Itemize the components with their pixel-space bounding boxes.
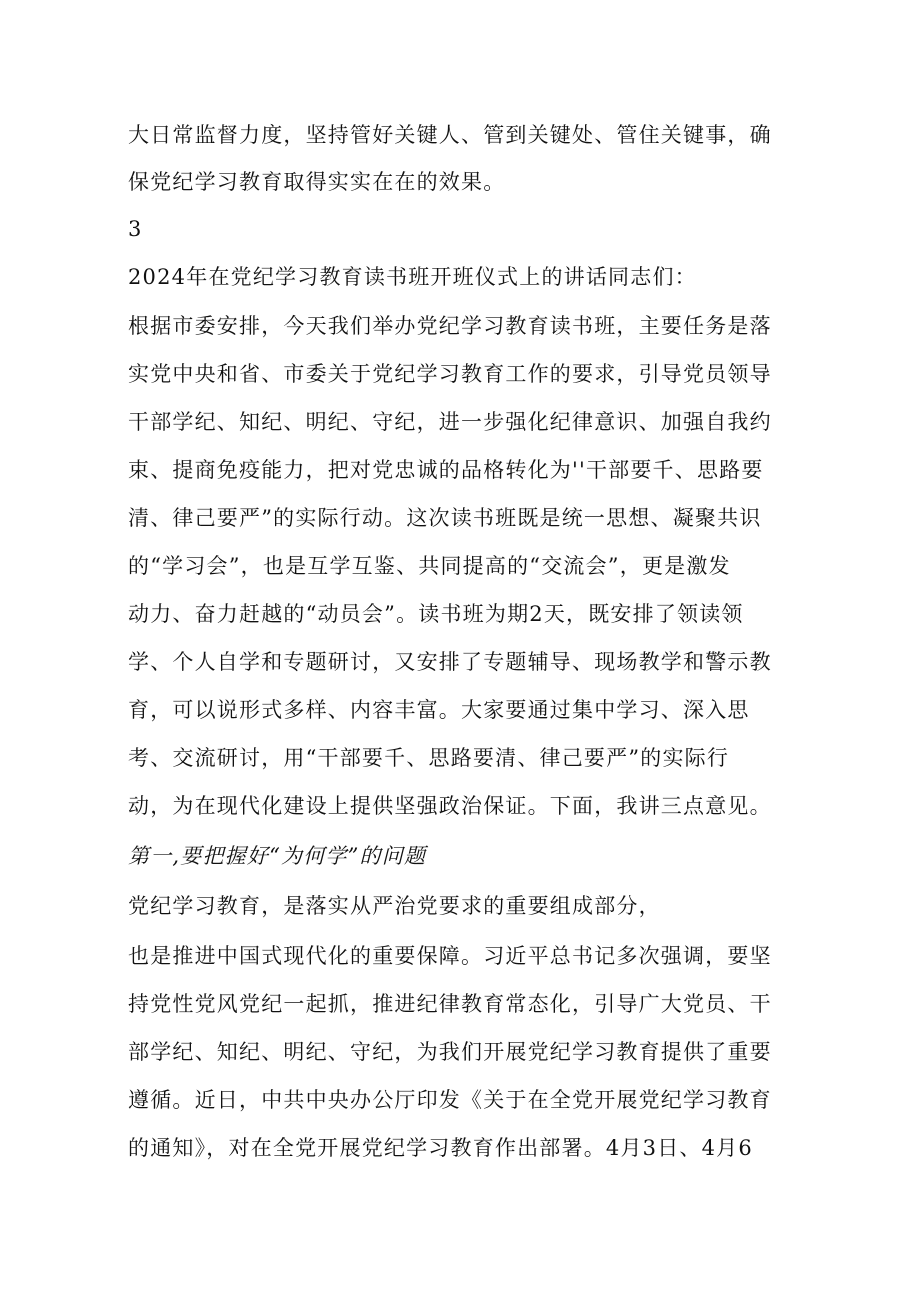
text-line: 实党中央和省、市委关于党纪学习教育工作的要求，引导党员领导 <box>128 362 772 386</box>
text-line: 遵循。近日，中共中央办公厅印发《关于在全党开展党纪学习教育 <box>128 1088 772 1112</box>
text-line: 动，为在现代化建设上提供坚强政治保证。下面，我讲三点意见。 <box>128 794 772 818</box>
text-line: 保党纪学习教育取得实实在在的效果。 <box>128 170 506 194</box>
text-line: 考、交流研讨，用“干部要千、思路要清、律己要严”的实际行 <box>128 746 730 770</box>
text-line: 清、律己要严”的实际行动。这次读书班既是统一思想、凝聚共识 <box>128 506 762 530</box>
text-line: 学、个人自学和专题研讨，又安排了专题辅导、现场教学和警示教 <box>128 650 772 674</box>
text-line: 持党性党风党纪一起抓，推进纪律教育常态化，引导广大党员、干 <box>128 992 772 1016</box>
text-line: 育，可以说形式多样、内容丰富。大家要通过集中学习、深入思 <box>128 698 750 722</box>
text-line: 的通知》，对在全党开展党纪学习教育作出部署。4月3日、4月6 <box>128 1136 753 1160</box>
text-line: 束、提商免疫能力，把对党忠诚的品格转化为''干部要千、思路要 <box>128 458 764 482</box>
text-line: 干部学纪、知纪、明纪、守纪，进一步强化纪律意识、加强自我约 <box>128 410 772 434</box>
text-line: 部学纪、知纪、明纪、守纪，为我们开展党纪学习教育提供了重要 <box>128 1040 772 1064</box>
text-line: 动力、奋力赶越的“动员会”。读书班为期2天，既安排了领读领 <box>128 602 744 626</box>
text-line: 大日常监督力度，坚持管好关键人、管到关键处、管住关键事，确 <box>128 123 772 147</box>
speech-title: 2024年在党纪学习教育读书班开班仪式上的讲话同志们： <box>128 265 697 289</box>
page-number: 3 <box>128 217 143 241</box>
text-line: 根据市委安排，今天我们举办党纪学习教育读书班，主要任务是落 <box>128 314 772 338</box>
section-heading: 第一,要把握好“为何学”的问题 <box>128 844 427 868</box>
text-line: 的“学习会”，也是互学互鉴、共同提高的“交流会”，更是激发 <box>128 554 731 578</box>
text-line: 党纪学习教育，是落实从严治党要求的重要组成部分， <box>128 894 661 918</box>
text-line: 也是推进中国式现代化的重要保障。习近平总书记多次强调，要坚 <box>128 944 772 968</box>
